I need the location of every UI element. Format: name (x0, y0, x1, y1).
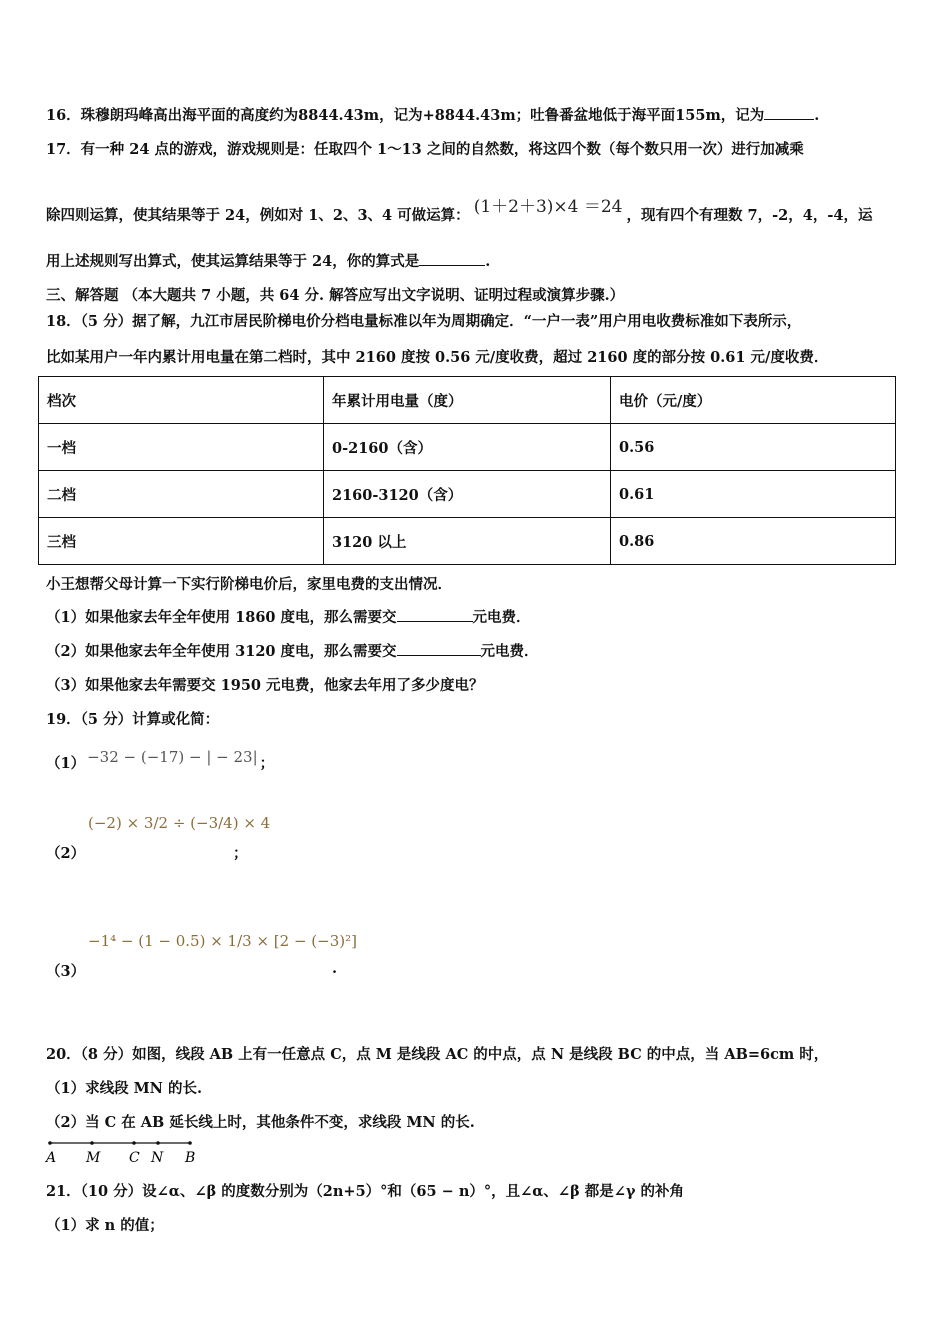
table-row (39, 471, 896, 518)
answer-blank[interactable] (764, 107, 814, 120)
table-cell: 0.86 (611, 518, 896, 565)
table-cell: 3120 以上 (324, 518, 611, 565)
question-16: 16．珠穆朗玛峰高出海平面的高度约为8844.43m，记为+8844.43m；吐鲁番盆地低于海平面155m，记为 . (46, 107, 820, 124)
question-19-part2-label: （2） (46, 845, 86, 862)
question-18-part3: （3）如果他家去年需要交 1950 元电费，他家去年用了多少度电？ (46, 677, 484, 694)
table-row (39, 518, 896, 565)
question-21-part1: （1）求 n 的值； (46, 1217, 164, 1234)
question-18-part1: （1）如果他家去年全年使用 1860 度电，那么需要交 元电费． (46, 609, 531, 626)
table-header: 档次 (39, 377, 324, 424)
table-cell: 2160-3120（含） (324, 471, 611, 518)
answer-blank[interactable] (397, 609, 473, 622)
segment-diagram (40, 1138, 210, 1168)
point-dot (132, 1141, 136, 1145)
question-17-line2: 除四则运算，使其结果等于 24，例如对 1、2、3、4 可做运算： (1＋2＋3)×4 ＝24 ，现有四个有理数 7，-2，4，-4，运 (46, 197, 873, 224)
expression-3: −1⁴ − (1 − 0.5) × 1/3 × [2 − (−3)²] (88, 932, 357, 950)
table-cell: 一档 (39, 424, 324, 471)
question-18-line2: 比如某用户一年内累计用电量在第二档时，其中 2160 度按 0.56 元/度收费，超过 2160 度的部分按 0.61 元/度收费． (46, 349, 829, 366)
answer-blank[interactable] (397, 643, 481, 656)
expression-2: (−2) × 3/2 ÷ (−3/4) × 4 (88, 814, 271, 832)
point-label: C (129, 1150, 140, 1166)
point-label: M (86, 1150, 101, 1166)
point-dot (188, 1141, 192, 1145)
question-18-line1: 18．（5 分）据了解，九江市居民阶梯电价分档电量标准以年为周期确定．“一户一表”用户用电收费标准如下表所示， (46, 313, 802, 330)
electricity-price-table (38, 376, 896, 565)
point-label: A (46, 1150, 57, 1166)
point-dot (90, 1141, 94, 1145)
point-dot (156, 1141, 160, 1145)
table-cell: 0.56 (611, 424, 896, 471)
table-cell: 二档 (39, 471, 324, 518)
question-17-line1: 17．有一种 24 点的游戏，游戏规则是：任取四个 1～13 之间的自然数，将这四个数（每个数只用一次）进行加减乘 (46, 141, 804, 158)
question-20-part1: （1）求线段 MN 的长. (46, 1080, 203, 1097)
question-19-part2-end: ； (233, 845, 248, 862)
table-cell: 三档 (39, 518, 324, 565)
expression-1: −32 − (−17) − | − 23| (87, 748, 258, 766)
question-19-part3-end: . (332, 960, 338, 977)
question-19-part1: （1） −32 − (−17) − | − 23| ； (46, 748, 275, 772)
question-21-line1: 21．（10 分）设∠α、∠β 的度数分别为（2n+5）°和（65 − n）°，且∠α、∠β 都是∠γ 的补角 (46, 1183, 685, 1200)
question-18-intro: 小王想帮父母计算一下实行阶梯电价后，家里电费的支出情况． (46, 576, 452, 593)
question-20-line1: 20．（8 分）如图，线段 AB 上有一任意点 C，点 M 是线段 AC 的中点，点 N 是线段 BC 的中点，当 AB=6cm 时， (46, 1046, 829, 1063)
table-header: 年累计用电量（度） (324, 377, 611, 424)
table-row (39, 424, 896, 471)
section-heading: 三、解答题 （本大题共 7 小题，共 64 分. 解答应写出文字说明、证明过程或演算步骤.） (46, 287, 625, 304)
point-dot (48, 1141, 52, 1145)
table-header: 电价（元/度） (611, 377, 896, 424)
question-20-part2: （2）当 C 在 AB 延长线上时，其他条件不变，求线段 MN 的长. (46, 1114, 475, 1131)
formula-example: (1＋2＋3)×4 ＝24 (473, 197, 623, 217)
table-header-row (39, 377, 896, 424)
question-19-part3-label: （3） (46, 963, 86, 980)
answer-blank[interactable] (419, 253, 485, 266)
point-label: B (185, 1150, 196, 1166)
question-19-title: 19．（5 分）计算或化简： (46, 711, 220, 728)
table-cell: 0.61 (611, 471, 896, 518)
table-cell: 0-2160（含） (324, 424, 611, 471)
point-label: N (151, 1150, 164, 1166)
question-17-line3: 用上述规则写出算式，使其运算结果等于 24，你的算式是 . (46, 253, 491, 270)
question-18-part2: （2）如果他家去年全年使用 3120 度电，那么需要交 元电费． (46, 643, 539, 660)
